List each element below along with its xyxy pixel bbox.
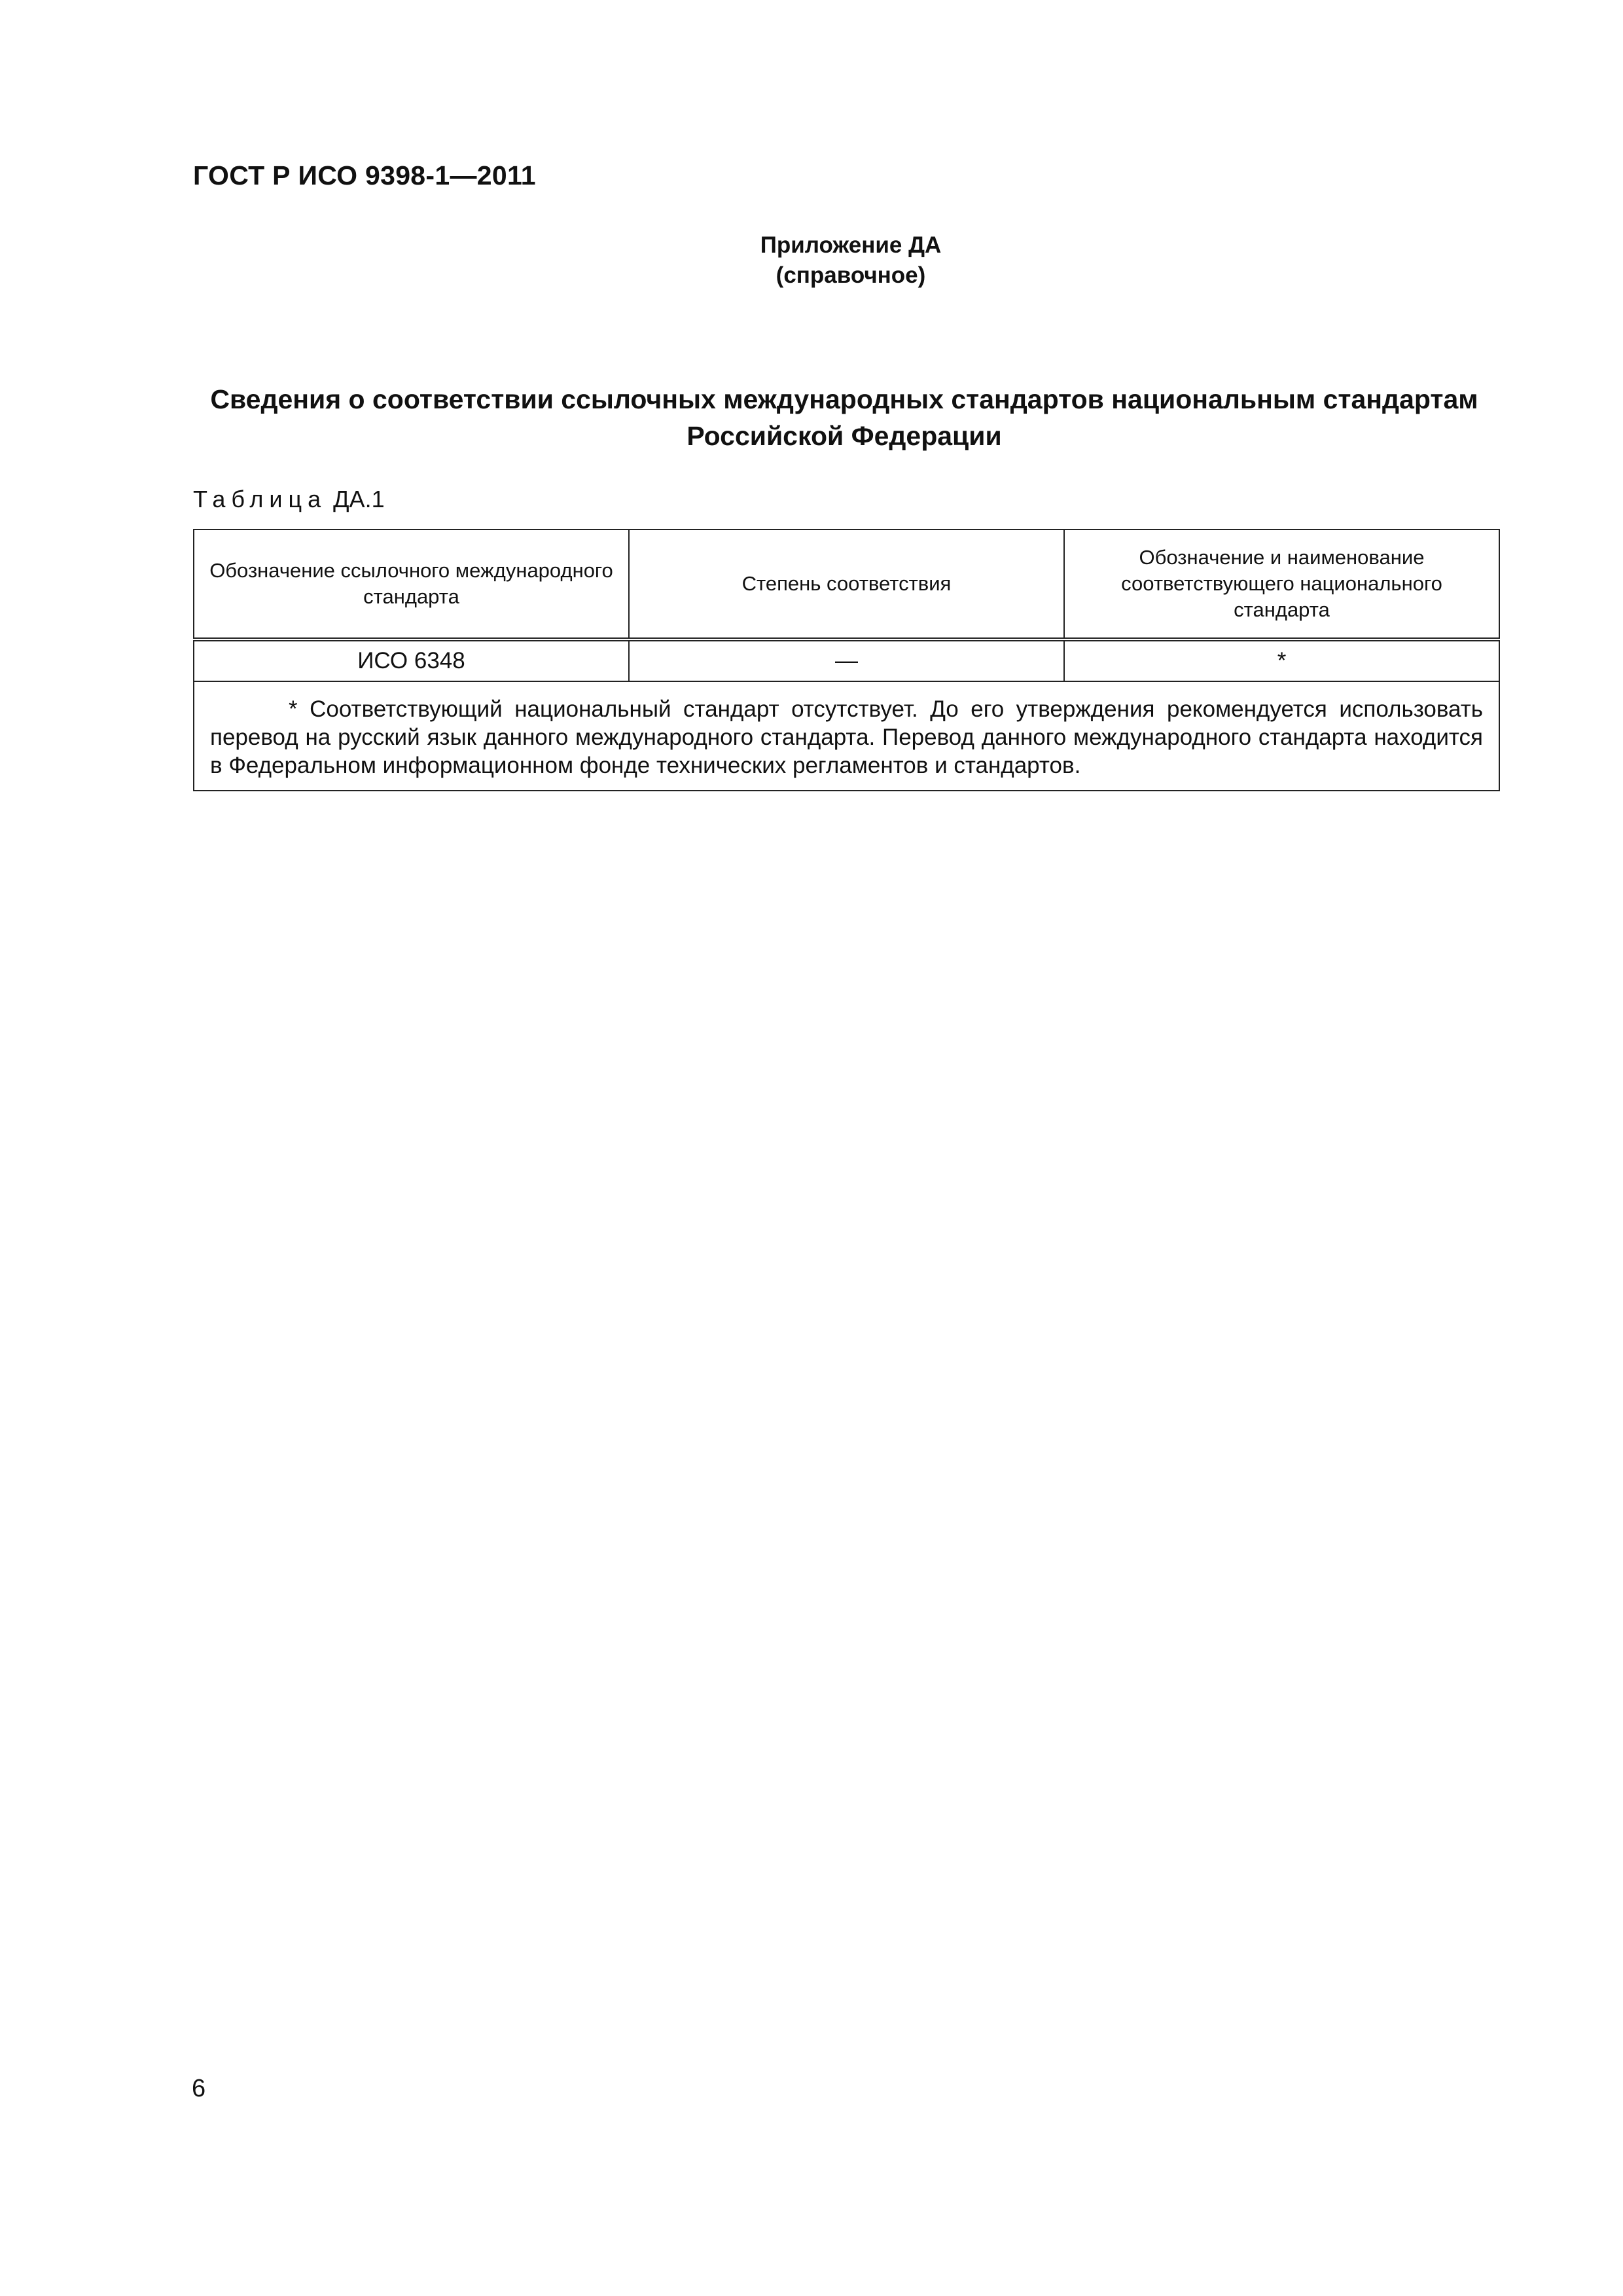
table-row	[194, 639, 1499, 681]
table-header-row	[194, 529, 1499, 639]
document-code-header: ГОСТ Р ИСО 9398-1—2011	[193, 160, 536, 190]
table-footnote: * Соответствующий национальный стандарт отсутствует. До его утверждения рекомендуется использовать перевод на русский язык данного международного стандарта. Перевод данного международного стандарта находится в Федеральном информационном фонде технических регламентов и стандартов.	[210, 696, 1483, 778]
table-footnote-row	[194, 681, 1499, 791]
annex-kind: (справочное)	[776, 262, 926, 288]
cell-national-standard: *	[1064, 639, 1499, 681]
column-header-international-standard: Обозначение ссылочного международного стандарта	[194, 529, 629, 639]
annex-title: Приложение ДА	[760, 232, 942, 258]
table-caption-number: ДА.1	[333, 486, 385, 512]
table-footnote-cell	[194, 681, 1499, 791]
column-header-degree-of-correspondence: Степень соответствия	[629, 529, 1064, 639]
cell-international-standard: ИСО 6348	[194, 639, 629, 681]
table-caption-word: Таблица	[193, 486, 327, 512]
column-header-national-standard: Обозначение и наименование соответствующего национального стандарта	[1064, 529, 1499, 639]
cell-degree-of-correspondence: —	[629, 639, 1064, 681]
table-caption	[193, 486, 385, 513]
correspondence-table	[193, 529, 1500, 791]
section-title	[193, 381, 1495, 454]
section-title-line-2: Российской Федерации	[687, 421, 1002, 451]
section-title-line-1: Сведения о соответствии ссылочных международных стандартов национальным стандартам	[210, 384, 1478, 414]
page-number: 6	[192, 2075, 206, 2102]
